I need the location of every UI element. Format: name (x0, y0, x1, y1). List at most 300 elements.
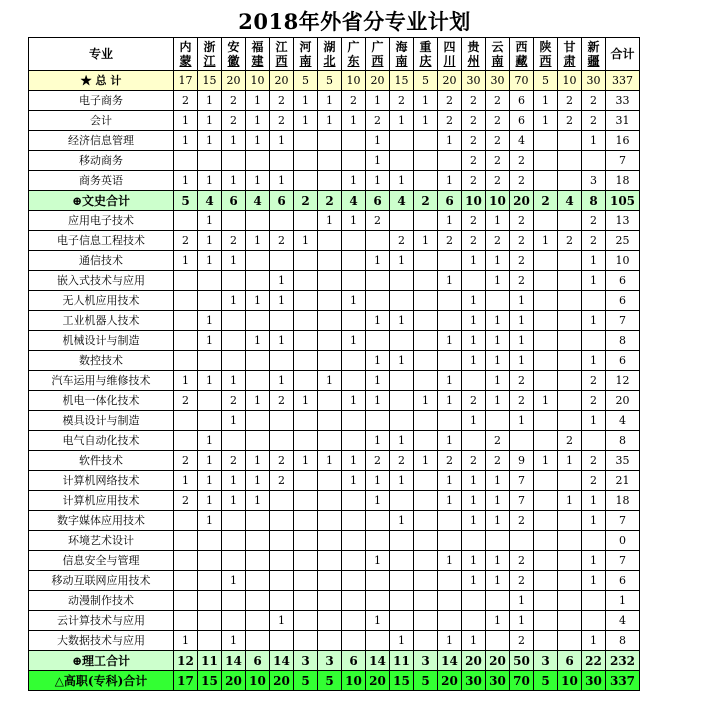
quota-cell (534, 171, 558, 191)
quota-cell: 1 (414, 111, 438, 131)
quota-cell (534, 291, 558, 311)
quota-cell (198, 411, 222, 431)
page-title: 2018年外省分专业计划 (238, 9, 471, 34)
quota-cell (438, 531, 462, 551)
quota-cell: 2 (462, 111, 486, 131)
major-name-cell: 机械设计与制造 (29, 331, 174, 351)
province-header-line2: 南 (299, 54, 312, 68)
plan-table (28, 37, 640, 691)
quota-cell: 10 (246, 671, 270, 691)
quota-cell (294, 631, 318, 651)
quota-cell: 10 (342, 71, 366, 91)
quota-cell (414, 411, 438, 431)
quota-cell: 5 (318, 71, 342, 91)
quota-cell: 1 (486, 211, 510, 231)
quota-cell (270, 551, 294, 571)
quota-cell: 17 (174, 71, 198, 91)
quota-cell: 1 (222, 291, 246, 311)
quota-cell (534, 611, 558, 631)
quota-cell (318, 531, 342, 551)
table-row (29, 471, 640, 491)
quota-cell (558, 311, 582, 331)
major-name-cell: 经济信息管理 (29, 131, 174, 151)
province-header (294, 38, 318, 71)
quota-cell: 1 (486, 571, 510, 591)
quota-cell (270, 311, 294, 331)
quota-cell (414, 151, 438, 171)
province-header (198, 38, 222, 71)
quota-cell (366, 531, 390, 551)
quota-cell (390, 571, 414, 591)
quota-cell: 1 (366, 131, 390, 151)
quota-cell (246, 631, 270, 651)
quota-cell: 2 (558, 91, 582, 111)
quota-cell (294, 251, 318, 271)
province-header (174, 38, 198, 71)
province-header-line2: 南 (491, 54, 504, 68)
quota-cell: 1 (294, 111, 318, 131)
quota-cell: 1 (462, 471, 486, 491)
row-sum-cell: 6 (606, 271, 640, 291)
quota-cell: 2 (486, 131, 510, 151)
quota-cell (174, 431, 198, 451)
quota-cell: 2 (582, 371, 606, 391)
quota-cell (198, 391, 222, 411)
table-row (29, 231, 640, 251)
quota-cell: 1 (342, 471, 366, 491)
quota-cell (342, 151, 366, 171)
quota-cell (558, 611, 582, 631)
quota-cell (342, 251, 366, 271)
quota-cell: 2 (390, 231, 414, 251)
province-header (510, 38, 534, 71)
quota-cell (558, 331, 582, 351)
quota-cell (462, 531, 486, 551)
quota-cell (390, 591, 414, 611)
row-sum-cell: 4 (606, 611, 640, 631)
quota-cell: 2 (558, 231, 582, 251)
quota-cell: 1 (342, 331, 366, 351)
quota-cell (486, 591, 510, 611)
province-header (222, 38, 246, 71)
quota-cell: 2 (582, 111, 606, 131)
quota-cell: 2 (462, 151, 486, 171)
quota-cell (438, 351, 462, 371)
quota-cell (414, 551, 438, 571)
quota-cell: 1 (558, 451, 582, 471)
quota-cell (318, 171, 342, 191)
quota-cell: 1 (198, 311, 222, 331)
row-sum-cell: 4 (606, 411, 640, 431)
quota-cell (342, 491, 366, 511)
quota-cell (414, 631, 438, 651)
quota-cell (534, 431, 558, 451)
quota-cell: 2 (462, 91, 486, 111)
quota-cell: 2 (582, 91, 606, 111)
table-row (29, 251, 640, 271)
quota-cell: 20 (438, 671, 462, 691)
province-header-line1: 浙 (203, 40, 216, 54)
quota-cell: 1 (270, 131, 294, 151)
province-header (486, 38, 510, 71)
quota-cell (222, 351, 246, 371)
quota-cell: 1 (366, 491, 390, 511)
quota-cell (318, 591, 342, 611)
row-sum-cell: 232 (606, 651, 640, 671)
quota-cell: 70 (510, 671, 534, 691)
quota-cell: 20 (270, 71, 294, 91)
quota-cell: 1 (390, 171, 414, 191)
quota-cell: 2 (462, 211, 486, 231)
quota-cell: 2 (486, 231, 510, 251)
quota-cell: 2 (438, 451, 462, 471)
province-header-line2: 藏 (515, 54, 528, 68)
quota-cell: 1 (222, 411, 246, 431)
quota-cell (390, 211, 414, 231)
quota-cell (414, 611, 438, 631)
quota-cell (222, 551, 246, 571)
quota-cell: 1 (198, 211, 222, 231)
quota-cell (534, 131, 558, 151)
quota-cell (294, 211, 318, 231)
quota-cell (534, 411, 558, 431)
quota-cell (318, 151, 342, 171)
quota-cell (558, 351, 582, 371)
quota-cell: 1 (198, 331, 222, 351)
quota-cell: 1 (486, 351, 510, 371)
quota-cell (246, 151, 270, 171)
quota-cell (534, 211, 558, 231)
quota-cell: 2 (486, 431, 510, 451)
quota-cell: 1 (222, 251, 246, 271)
quota-cell (222, 531, 246, 551)
quota-cell (438, 571, 462, 591)
quota-cell (534, 631, 558, 651)
quota-cell (438, 511, 462, 531)
quota-cell (390, 131, 414, 151)
province-header-line2: 西 (539, 54, 552, 68)
quota-cell (270, 591, 294, 611)
quota-cell (270, 491, 294, 511)
row-sum-cell: 18 (606, 171, 640, 191)
quota-cell: 3 (294, 651, 318, 671)
quota-cell (438, 151, 462, 171)
quota-cell (582, 331, 606, 351)
quota-cell: 2 (462, 391, 486, 411)
quota-cell (510, 531, 534, 551)
quota-cell: 2 (270, 391, 294, 411)
quota-cell (294, 331, 318, 351)
quota-cell (318, 431, 342, 451)
quota-cell (246, 371, 270, 391)
quota-cell (294, 271, 318, 291)
quota-cell: 30 (582, 671, 606, 691)
quota-cell (294, 511, 318, 531)
quota-cell (414, 211, 438, 231)
quota-cell (558, 391, 582, 411)
quota-cell (534, 151, 558, 171)
quota-cell: 1 (294, 231, 318, 251)
quota-cell (294, 371, 318, 391)
quota-cell: 1 (438, 211, 462, 231)
quota-cell: 1 (438, 551, 462, 571)
quota-cell: 1 (390, 311, 414, 331)
table-row (29, 331, 640, 351)
quota-cell (342, 511, 366, 531)
quota-cell: 2 (462, 171, 486, 191)
quota-cell: 1 (222, 471, 246, 491)
quota-cell (366, 631, 390, 651)
quota-cell (342, 411, 366, 431)
province-header-line1: 贵 (467, 40, 480, 54)
major-name-cell: 机电一体化技术 (29, 391, 174, 411)
quota-cell: 9 (510, 451, 534, 471)
quota-cell (342, 531, 366, 551)
row-sum-cell: 7 (606, 551, 640, 571)
quota-cell (558, 171, 582, 191)
province-header (246, 38, 270, 71)
row-sum-cell: 0 (606, 531, 640, 551)
quota-cell: 1 (510, 611, 534, 631)
quota-cell (534, 531, 558, 551)
quota-cell (270, 531, 294, 551)
quota-cell: 1 (582, 351, 606, 371)
quota-cell: 5 (174, 191, 198, 211)
quota-cell: 1 (438, 271, 462, 291)
quota-cell (438, 411, 462, 431)
quota-cell (318, 491, 342, 511)
quota-cell (318, 391, 342, 411)
quota-cell: 2 (462, 451, 486, 471)
province-header-line1: 福 (251, 40, 264, 54)
quota-cell (198, 291, 222, 311)
quota-cell (294, 431, 318, 451)
quota-cell (318, 131, 342, 151)
quota-cell: 1 (222, 571, 246, 591)
quota-cell: 1 (390, 111, 414, 131)
major-name-cell: 云计算技术与应用 (29, 611, 174, 631)
quota-cell: 5 (294, 671, 318, 691)
quota-cell: 1 (222, 171, 246, 191)
quota-cell: 1 (462, 631, 486, 651)
quota-cell: 2 (534, 191, 558, 211)
quota-cell: 20 (462, 651, 486, 671)
row-sum-cell: 16 (606, 131, 640, 151)
quota-cell: 2 (510, 511, 534, 531)
province-header (318, 38, 342, 71)
major-name-cell: 工业机器人技术 (29, 311, 174, 331)
quota-cell (462, 611, 486, 631)
quota-cell: 1 (438, 171, 462, 191)
quota-cell: 1 (486, 491, 510, 511)
quota-cell: 1 (366, 371, 390, 391)
quota-cell (414, 491, 438, 511)
province-header-line1: 西 (515, 40, 528, 54)
quota-cell: 12 (174, 651, 198, 671)
quota-cell (318, 471, 342, 491)
quota-cell (318, 311, 342, 331)
major-name-cell: 数字媒体应用技术 (29, 511, 174, 531)
row-sum-cell: 6 (606, 571, 640, 591)
quota-cell: 2 (486, 91, 510, 111)
quota-cell: 1 (390, 631, 414, 651)
quota-cell: 1 (294, 391, 318, 411)
total-row (29, 71, 640, 91)
quota-cell: 1 (390, 471, 414, 491)
quota-cell (174, 551, 198, 571)
quota-cell (222, 331, 246, 351)
row-sum-cell: 12 (606, 371, 640, 391)
quota-cell: 1 (270, 291, 294, 311)
quota-cell (534, 571, 558, 591)
quota-cell (414, 511, 438, 531)
major-name-cell: 大数据技术与应用 (29, 631, 174, 651)
quota-cell (198, 531, 222, 551)
quota-cell (558, 271, 582, 291)
quota-cell: 17 (174, 671, 198, 691)
quota-cell (198, 551, 222, 571)
quota-cell: 6 (366, 191, 390, 211)
quota-cell (534, 491, 558, 511)
quota-cell: 1 (222, 631, 246, 651)
quota-cell (414, 291, 438, 311)
table-row (29, 391, 640, 411)
province-header-line2: 江 (203, 54, 216, 68)
quota-cell (270, 411, 294, 431)
province-header-line2: 北 (323, 54, 336, 68)
table-row (29, 151, 640, 171)
row-sum-cell: 13 (606, 211, 640, 231)
quota-cell: 1 (438, 631, 462, 651)
quota-cell (294, 311, 318, 331)
quota-cell: 1 (366, 431, 390, 451)
quota-cell: 2 (510, 271, 534, 291)
quota-cell: 2 (270, 451, 294, 471)
quota-cell (342, 611, 366, 631)
quota-cell: 6 (222, 191, 246, 211)
quota-cell (582, 151, 606, 171)
quota-cell: 1 (438, 391, 462, 411)
quota-cell (534, 591, 558, 611)
quota-cell: 1 (414, 451, 438, 471)
row-sum-cell: 33 (606, 91, 640, 111)
table-row (29, 371, 640, 391)
quota-cell: 1 (174, 251, 198, 271)
quota-cell: 1 (294, 91, 318, 111)
row-sum-cell: 337 (606, 71, 640, 91)
quota-cell: 4 (342, 191, 366, 211)
quota-cell: 1 (486, 611, 510, 631)
quota-cell (462, 431, 486, 451)
quota-cell: 1 (174, 131, 198, 151)
quota-cell: 1 (270, 371, 294, 391)
quota-cell: 6 (342, 651, 366, 671)
quota-cell (246, 611, 270, 631)
quota-cell (534, 311, 558, 331)
province-header-line1: 广 (347, 40, 360, 54)
quota-cell (174, 331, 198, 351)
quota-cell: 5 (414, 671, 438, 691)
quota-cell: 1 (534, 111, 558, 131)
quota-cell (366, 411, 390, 431)
quota-cell (390, 411, 414, 431)
quota-cell: 1 (198, 431, 222, 451)
province-header-line1: 海 (395, 40, 408, 54)
quota-cell (294, 171, 318, 191)
quota-cell: 1 (462, 411, 486, 431)
quota-cell (198, 611, 222, 631)
quota-cell: 1 (486, 471, 510, 491)
quota-cell (318, 631, 342, 651)
quota-cell (246, 531, 270, 551)
quota-cell (390, 391, 414, 411)
table-row (29, 351, 640, 371)
major-name-cell: 电子信息工程技术 (29, 231, 174, 251)
quota-cell: 20 (510, 191, 534, 211)
quota-cell: 1 (366, 471, 390, 491)
quota-cell (270, 511, 294, 531)
quota-cell: 1 (462, 511, 486, 531)
quota-cell: 1 (534, 451, 558, 471)
major-name-cell: 数控技术 (29, 351, 174, 371)
quota-cell (558, 251, 582, 271)
quota-cell: 4 (510, 131, 534, 151)
row-sum-cell: 20 (606, 391, 640, 411)
quota-cell: 2 (390, 451, 414, 471)
table-row (29, 431, 640, 451)
quota-cell (390, 551, 414, 571)
quota-cell: 1 (198, 251, 222, 271)
quota-cell (414, 431, 438, 451)
quota-cell: 1 (174, 171, 198, 191)
quota-cell: 4 (198, 191, 222, 211)
quota-cell (534, 371, 558, 391)
major-name-cell: 模具设计与制造 (29, 411, 174, 431)
quota-cell: 20 (366, 671, 390, 691)
quota-cell: 1 (366, 151, 390, 171)
quota-cell: 1 (246, 391, 270, 411)
quota-cell (270, 211, 294, 231)
quota-cell: 5 (294, 71, 318, 91)
quota-cell: 2 (486, 151, 510, 171)
sub-row (29, 651, 640, 671)
row-sum-cell: 6 (606, 351, 640, 371)
quota-cell (294, 351, 318, 371)
quota-cell (294, 591, 318, 611)
quota-cell: 2 (366, 451, 390, 471)
quota-cell: 1 (462, 351, 486, 371)
table-row (29, 411, 640, 431)
quota-cell: 20 (270, 671, 294, 691)
quota-cell: 1 (462, 551, 486, 571)
province-header-line2: 川 (443, 54, 456, 68)
province-header (558, 38, 582, 71)
quota-cell: 1 (390, 351, 414, 371)
quota-cell: 1 (342, 291, 366, 311)
quota-cell: 1 (462, 251, 486, 271)
quota-cell (174, 511, 198, 531)
quota-cell: 1 (582, 631, 606, 651)
quota-cell: 6 (510, 91, 534, 111)
quota-cell: 1 (366, 251, 390, 271)
quota-cell (534, 551, 558, 571)
quota-cell (174, 611, 198, 631)
quota-cell (246, 251, 270, 271)
quota-cell (294, 571, 318, 591)
quota-cell: 2 (558, 111, 582, 131)
quota-cell (294, 611, 318, 631)
quota-cell (534, 331, 558, 351)
